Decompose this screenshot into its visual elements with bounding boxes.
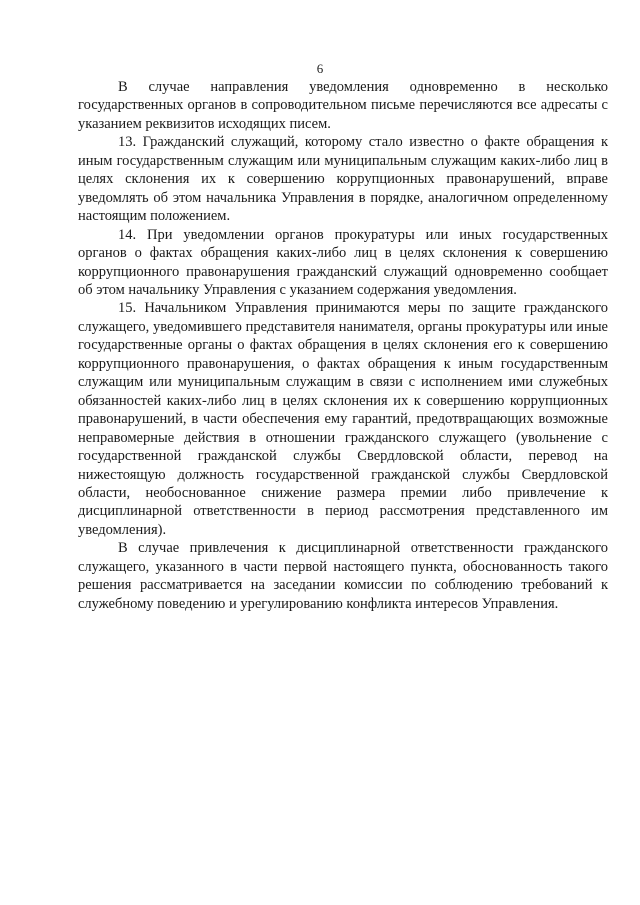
paragraph-14: 14. При уведомлении органов прокуратуры или иных государственных органов о фактах обращения каких-либо лиц в целях склонения к совершению коррупционного правонарушения гражданский служащий одновременно сообщает об этом начальнику Управления с указанием содержания уведомления. [78, 226, 608, 298]
page-number: 6 [316, 61, 324, 76]
paragraph-notification-multiple-agencies: В случае направления уведомления одновременно в несколько государственных органов в сопроводительном письме перечисляются все адресаты с указанием реквизитов исходящих писем. [78, 79, 608, 132]
paragraph-disciplinary-review: В случае привлечения к дисциплинарной ответственности гражданского служащего, указанного в части первой настоящего пункта, обоснованность такого решения рассматривается на заседании комиссии по соблюдению требований к служебному поведению и урегулированию конфликта интересов Управления. [78, 540, 608, 612]
paragraph-13: 13. Гражданский служащий, которому стало известно о факте обращения к иным государственным служащим или муниципальным служащим каких-либо лиц в целях склонения их к совершению коррупционных правонарушений, вправе уведомлять об этом начальника Управления в порядке, аналогичном определенному настоящим положением. [78, 134, 608, 225]
paragraph-15: 15. Начальником Управления принимаются меры по защите гражданского служащего, уведомившего представителя нанимателя, органы прокуратуры или иные государственные органы о фактах обращения в целях склонения его к совершению коррупционного правонарушения, о фактах обращения к иным государственным служащим или муниципальным служащим в связи с исполнением ими служебных обязанностей каких-либо лиц в целях склонения их к совершению коррупционных правонарушений, в части обеспечения ему гарантий, предотвращающих возможные неправомерные действия в отношении гражданского служащего (увольнение с государственной гражданской службы Свердловской области, перевод на нижестоящую должность государственной гражданской службы Свердловской области, необоснованное снижение размера премии либо привлечение к дисциплинарной ответственности в период рассмотрения представленного им уведомления). [78, 300, 608, 538]
document-body [78, 78, 608, 613]
